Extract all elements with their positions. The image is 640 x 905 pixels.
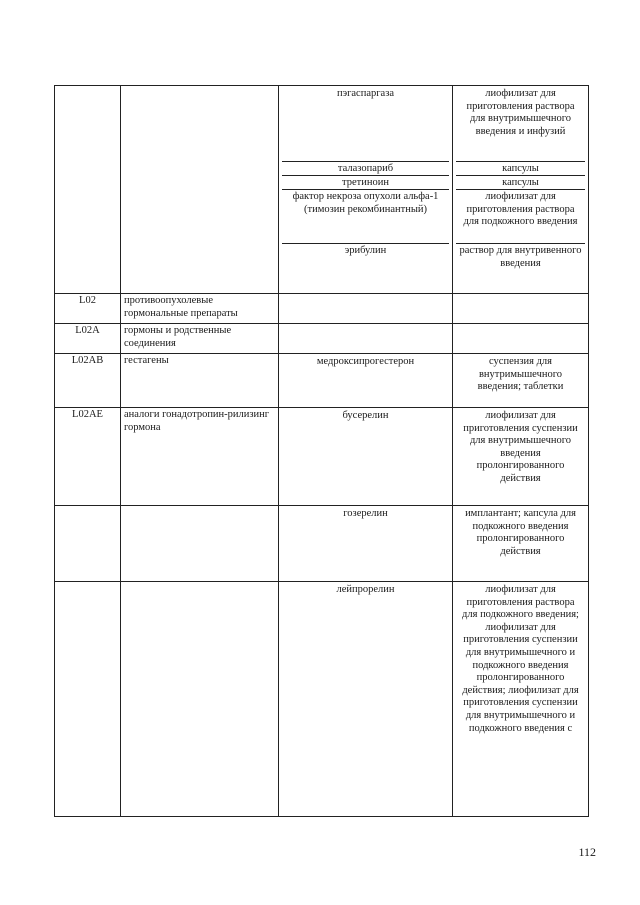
atc-code-cell	[55, 506, 121, 582]
dosage-form-cell	[453, 506, 589, 582]
dosage-form-cell	[453, 582, 589, 817]
table-row	[55, 294, 589, 324]
table-row	[55, 86, 589, 294]
dosage-form: лиофилизат для приготовления суспензии для внутримышечного введения пролонгированного действия	[463, 410, 578, 484]
drug-name	[282, 295, 449, 297]
dosage-form: лиофилизат для приготовления раствора для подкожного введения	[456, 189, 585, 243]
atc-code-cell: L02AB	[55, 354, 121, 408]
group-name-cell	[121, 86, 279, 294]
medication-table	[54, 85, 589, 817]
atc-code-cell: L02	[55, 294, 121, 324]
group-name-cell	[121, 506, 279, 582]
atc-code-cell	[55, 582, 121, 817]
dosage-form-cell	[453, 86, 589, 294]
drug-name-cell	[279, 324, 453, 354]
atc-code-cell: L02A	[55, 324, 121, 354]
drug-name-cell	[279, 86, 453, 294]
dosage-form	[456, 325, 585, 327]
drug-name: эрибулин	[282, 243, 449, 292]
group-name-cell: гормоны и родственные соединения	[121, 324, 279, 354]
drug-name: гозерелин	[343, 508, 388, 519]
table-row	[55, 506, 589, 582]
dosage-form: раствор для внутривенного введения	[456, 243, 585, 292]
drug-name: талазопариб	[282, 161, 449, 175]
drug-name: бусерелин	[342, 410, 389, 421]
table-row	[55, 354, 589, 408]
dosage-form: суспензия для внутримышечного введения; таблетки	[477, 356, 564, 393]
table-row	[55, 408, 589, 506]
atc-code-cell: L02AE	[55, 408, 121, 506]
drug-name: медроксипрогестерон	[316, 356, 415, 367]
dosage-form	[456, 295, 585, 297]
dosage-form-cell	[453, 408, 589, 506]
drug-name: третиноин	[282, 175, 449, 189]
table-row	[55, 582, 589, 817]
drug-name-cell	[279, 582, 453, 817]
dosage-form-cell	[453, 354, 589, 408]
drug-name: лейпрорелин	[336, 584, 395, 595]
dosage-form: имплантант; капсула для подкожного введения пролонгированного действия	[465, 508, 576, 557]
drug-name-cell	[279, 408, 453, 506]
dosage-form-cell	[453, 324, 589, 354]
dosage-form: капсулы	[456, 161, 585, 175]
dosage-form: лиофилизат для приготовления раствора для подкожного введения; лиофилизат для приготовления суспензии для внутримышечного и подкожного введения пролонгированного действия; лиофилизат для приготовления суспензии для внутримышечного и подкожного введения с	[462, 584, 579, 734]
group-name-cell: противоопухолевые гормональные препараты	[121, 294, 279, 324]
drug-name-cell	[279, 354, 453, 408]
dosage-form-cell	[453, 294, 589, 324]
group-name-cell: аналоги гонадотропин-рилизинг гормона	[121, 408, 279, 506]
table-row	[55, 324, 589, 354]
group-name-cell	[121, 582, 279, 817]
page-number: 112	[578, 845, 596, 859]
dosage-form: лиофилизат для приготовления раствора для внутримышечного введения и инфузий	[466, 88, 575, 137]
dosage-form: капсулы	[456, 175, 585, 189]
drug-name-cell	[279, 506, 453, 582]
group-name-cell: гестагены	[121, 354, 279, 408]
drug-name	[282, 325, 449, 327]
drug-name-cell	[279, 294, 453, 324]
drug-name: пэгаспаргаза	[336, 88, 395, 99]
atc-code-cell	[55, 86, 121, 294]
drug-name: фактор некроза опухоли альфа-1 (тимозин рекомбинантный)	[282, 189, 449, 243]
